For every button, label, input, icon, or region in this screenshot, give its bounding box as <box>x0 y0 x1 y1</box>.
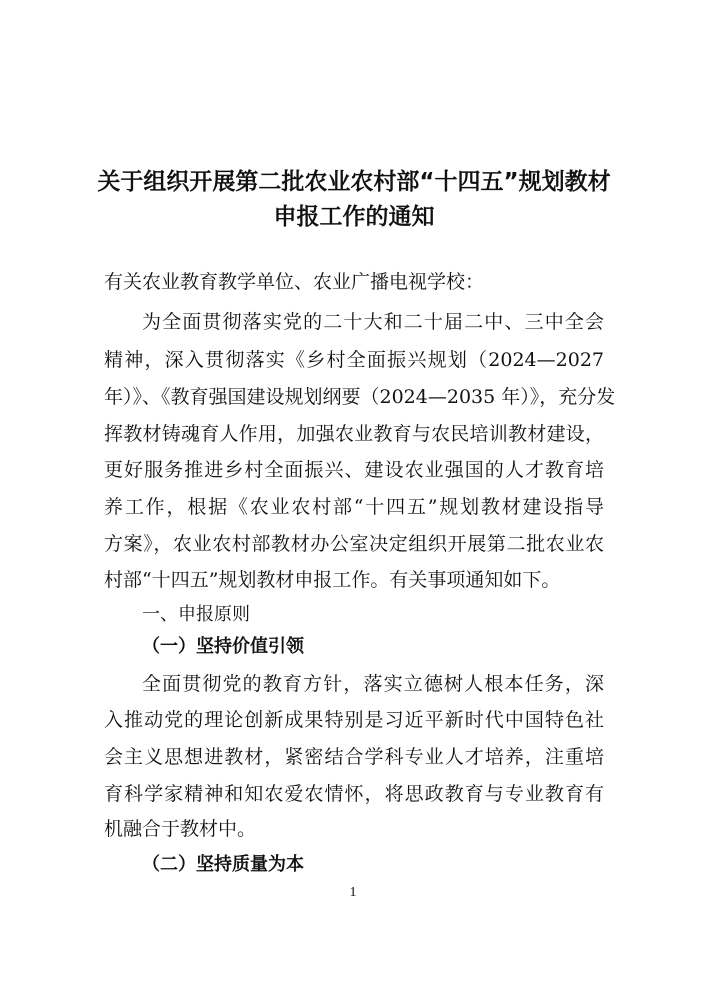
subsection-2-heading: （二）坚持质量为本 <box>142 854 304 875</box>
subsection-1-line-4: 育科学家精神和知农爱农情怀，将思政教育与专业教育有 <box>104 783 604 805</box>
intro-line-1: 为全面贯彻落实党的二十大和二十届二中、三中全会 <box>142 311 604 333</box>
page-number: 1 <box>349 885 357 900</box>
subsection-1-heading: （一）坚持价值引领 <box>142 636 304 657</box>
intro-line-4: 挥教材铸魂育人作用，加强农业教育与农民培训教材建设， <box>104 423 604 445</box>
intro-line-6: 养工作，根据《农业农村部“十四五”规划教材建设指导 <box>104 496 604 518</box>
intro-line-2: 精神，深入贯彻落实《乡村全面振兴规划（2024—2027 <box>104 349 604 371</box>
subsection-1-line-1: 全面贯彻党的教育方针，落实立德树人根本任务，深 <box>142 673 604 695</box>
intro-line-7: 方案》，农业农村部教材办公室决定组织开展第二批农业农 <box>104 533 604 555</box>
salutation: 有关农业教育教学单位、农业广播电视学校： <box>104 271 485 293</box>
intro-line-8: 村部“十四五”规划教材申报工作。有关事项通知如下。 <box>104 569 561 591</box>
intro-line-3: 年）》、《教育强国建设规划纲要（2024—2035 年）》，充分发 <box>104 386 616 408</box>
subsection-1-line-2: 入推动党的理论创新成果特别是习近平新时代中国特色社 <box>104 709 604 731</box>
subsection-1-line-5: 机融合于教材中。 <box>104 818 257 840</box>
subsection-1-line-3: 会主义思想进教材，紧密结合学科专业人才培养，注重培 <box>104 746 604 768</box>
section-1-heading: 一、申报原则 <box>142 604 250 625</box>
intro-line-5: 更好服务推进乡村全面振兴、建设农业强国的人才教育培 <box>104 459 604 481</box>
document-title-line-1: 关于组织开展第二批农业农村部“十四五”规划教材 <box>97 169 611 195</box>
document-title-line-2: 申报工作的通知 <box>273 204 435 230</box>
